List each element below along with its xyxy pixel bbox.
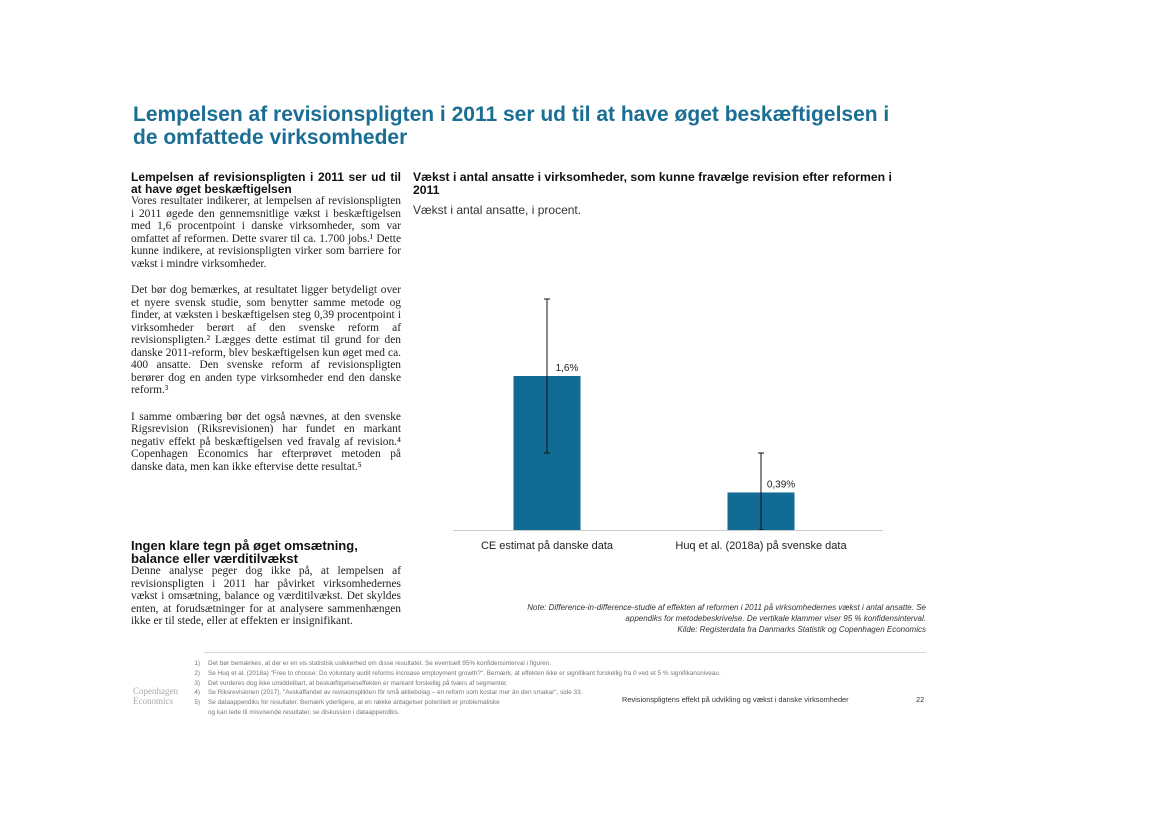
data-label-huq-estimate: 0,39% [766,479,796,491]
note-line-1: Note: Difference-in-difference-studie af effekten af reformen i 2011 på virksomhedernes vækst i antal ansatte. Se [527,603,926,612]
left-column-section-2 [131,539,401,628]
section-heading: Lempelsen af revisionspligten i 2011 ser ud til at have øget beskæftigelsen [131,170,401,196]
footnote-5: 5) Se dataappendiks for resultater. Bemærk yderligere, at en række antagelser potentielt er problematiske [194,699,500,707]
bar-chart [413,285,923,565]
company-logo: Copenhagen Economics [133,686,178,706]
chart-subtitle: Vækst i antal ansatte, i procent. [413,203,582,217]
footnote-5-cont: og kan lede til misvisende resultater, se diskussion i dataappendiks. [208,708,400,716]
section-heading-2: Ingen klare tegn på øget omsætning, balance eller værditilvækst [131,538,358,566]
chart-title: Vækst i antal ansatte i virksomheder, som kunne fravælge revision efter reformen i 2011 [413,170,892,197]
footer-title: Revisionspligtens effekt på udvikling og vækst i danske virksomheder [622,695,849,704]
paragraph-4: Denne analyse peger dog ikke på, at lempelsen af revisionspligten i 2011 har påvirket virksomhedernes vækst i omsætning, balance og værditilvækst. Det skyldes enten, at forudsætninger for at analysere sammenhængen ikke er til stede, eller at effekten er insignifikant. [131,565,401,627]
paragraph-3: I samme ombæring bør det også nævnes, at den svenske Rigsrevision (Riksrevisionen) har fundet en markant negativ effekt på beskæftigelsen ved fravalg af revision.⁴ Copenhagen Economics har efterprøvet metoden på danske data, men kan ikke eftervise dette resultat.⁵ [131,410,401,473]
category-label-huq-estimate: Huq et al. (2018a) på svenske data [675,540,847,552]
paragraph-2: Det bør dog bemærkes, at resultatet ligger betydeligt over et nyere svensk studie, som benytter samme metode og finder, at væksten i beskæftigelsen steg 0,39 procentpoint i virksomheder berørt af den svenske reform af revisionspligten.² Lægges dette estimat til grund for den danske 2011-reform, blev beskæftigelsen kun øget med ca. 400 ansatte. Den svenske reform af revisionspligten berører dog en anden type virksomheder end den danske reform.³ [131,284,401,396]
category-label-ce-estimate: CE estimat på danske data [480,540,614,552]
footnote-4: 4) Se Riksrevisionen (2017). "Avskaffandet av revisionsplikten för små aktiebolag – en reform som kostar mer än den smakar", side 33. [194,689,583,697]
page-title: Lempelsen af revisionspligten i 2011 ser ud til at have øget beskæftigelsen i de omfattede virksomheder [133,103,890,149]
data-label-ce-estimate: 1,6% [555,363,579,374]
page-number: 22 [916,695,925,704]
source-line: Kilde: Registerdata fra Danmarks Statistik og Copenhagen Economics [677,625,926,634]
left-column [131,171,401,473]
footnote-divider [204,652,926,653]
chart-note [413,602,926,635]
note-line-2: appendiks for metodebeskrivelse. De vertikale klammer viser 95 % konfidensinterval. [625,614,926,623]
paragraph-1: Vores resultater indikerer, at lempelsen af revisionspligten i 2011 øgede den gennemsnitlige vækst i beskæftigelsen med 1,6 procentpoint i danske virksomheder, som var omfattet af reformen. Dette svarer til ca. 1.700 jobs.¹ Dette kunne indikere, at revisionspligten virker som barriere for vækst i mindre virksomheder. [131,195,401,270]
footnotes [178,659,878,718]
footnote-2: 2) Se Huq et al. (2018a) "Free to choose: Do voluntary audit reforms increase employment growth?". Bemærk, at effekten ikke er signifikant forskellig fra 0 ved et 5 % signifikansniveau. [194,669,721,677]
footnote-1: 1) Det bør bemærkes, at der er en vis statistisk usikkerhed om disse resultater. Se eventuelt 95% konfidensinterval i figuren. [194,660,552,667]
footnote-3: 3) Det vurderes dog ikke umiddelbart, at beskæftigelseseffekten er markant forskellig på tværs af segmenter. [194,679,508,687]
